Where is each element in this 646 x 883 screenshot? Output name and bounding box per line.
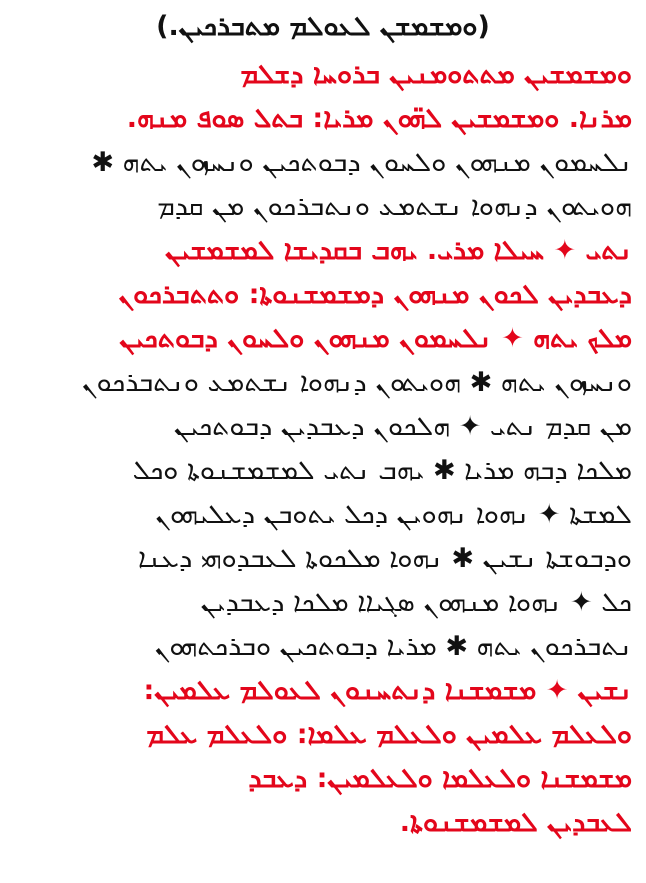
text-line-12: ܘܕܒܘܫܬܐ ܢܫܝܢ ✱ ܢܗܘܐ ܡܠܟܘܬܐ ܠܥܒܕܘܗܝ ܕܥܢܐ <box>138 543 632 574</box>
text-line-7: ܡܠܟ ܝܬܗ ✦ ܢܠܚܡܘܢ ܡܢܗܘܢ ܘܠܚܘܢ ܕܒܘܬܟܝܢ <box>119 323 632 354</box>
text-line-14: ܢܬܒܪܟܘܢ ܝܬܗ ✱ ܡܪܝܐ ܕܒܘܬܟܝܢ ܘܒܪܟܬܗܘܢ <box>154 631 632 662</box>
text-line-1: ܘܡܫܡܫܝܢ ܡܬܬܘܡܢܝܢ ܒܪܘܚܐ ܕܫܠܡ <box>240 59 632 90</box>
page-title: (ܘܡܫܡܫܢ ܠܥܘܠܡ ܡܬܒܪܟܝܢ.) <box>156 11 490 42</box>
text-line-5: ܢܬܝ ✦ ܚܝܠܐ ܡܪܝ. ܝܗܒ ܒܩܕܝܫܐ ܠܡܫܡܫܝܢ <box>165 235 632 266</box>
text-line-6: ܕܥܒܕܝܢ ܠܟܘܢ ܡܢܗܘܢ ܕܡܫܡܫܢܘܬܐ: ܘܬܬܒܪܟܘܢ <box>118 279 632 310</box>
text-line-9: ܡܢ ܩܕܡ ܢܬܝ ✦ ܗܠܟܘܢ ܕܥܒܕܝܢ ܕܒܘܬܟܝܢ <box>173 411 632 442</box>
text-line-16: ܘܠܥܠܡ ܥܠܡܝܢ ܘܠܥܠܡ ܥܠܡܐ: ܘܠܥܠܡ ܥܠܡ <box>146 719 632 750</box>
text-line-4: ܗܘܝܬܘܢ ܕܢܗܘܐ ܢܫܬܡܥ ܘܢܬܒܪܟܘܢ ܡܢ ܩܕܡ <box>157 191 632 222</box>
text-line-2: ܡܪܢܐ. ܘܡܫܡܫܝܢ ܠܗ̈ܘܢ ܡܪܝܐ: ܒܬܠ ܣܘܦ ܡܢܗ. <box>126 103 632 134</box>
text-line-3: ܢܠܚܡܘܢ ܡܢܗܘܢ ܘܠܚܘܢ ܕܒܘܬܟܝܢ ܘܢܚܙܘܢ ܝܬܗ ✱ <box>91 147 632 178</box>
text-line-15: ܢܫܝܢ ✦ ܡܫܡܫܢܐ ܕܢܬܚܢܘܢ ܠܥܘܠܡ ܥܠܡܝܢ: <box>143 675 632 706</box>
text-line-8: ܘܢܚܙܘܢ ܝܬܗ ✱ ܗܘܝܬܘܢ ܕܢܗܘܐ ܢܫܬܡܥ ܘܢܬܒܪܟܘܢ <box>81 367 632 398</box>
text-line-10: ܡܠܟܐ ܕܒܗ ܡܪܝܐ ✱ ܝܗܒ ܢܬܝ ܠܡܫܡܫܢܘܬܐ ܘܟܠ <box>132 455 632 486</box>
text-line-13: ܟܠ ✦ ܢܗܘܐ ܡܢܗܘܢ ܣܓܝܐܐ ܡܠܟܐ ܕܥܒܕܝܢ <box>200 587 632 618</box>
text-line-11: ܠܡܫܬܐ ✦ ܢܗܘܐ ܢܗܘܝܢ ܕܟܠ ܝܬܘܒܢ ܕܥܠܝܗܘܢ <box>155 499 632 530</box>
text-line-18: ܠܥܒܕܝܢ ܠܡܫܡܫܢܘܬܐ. <box>399 807 632 838</box>
text-line-17: ܡܫܡܫܢܐ ܘܠܥܠܡܐ ܘܠܥܠܡܝܢ: ܕܥܒܕ <box>248 763 632 794</box>
